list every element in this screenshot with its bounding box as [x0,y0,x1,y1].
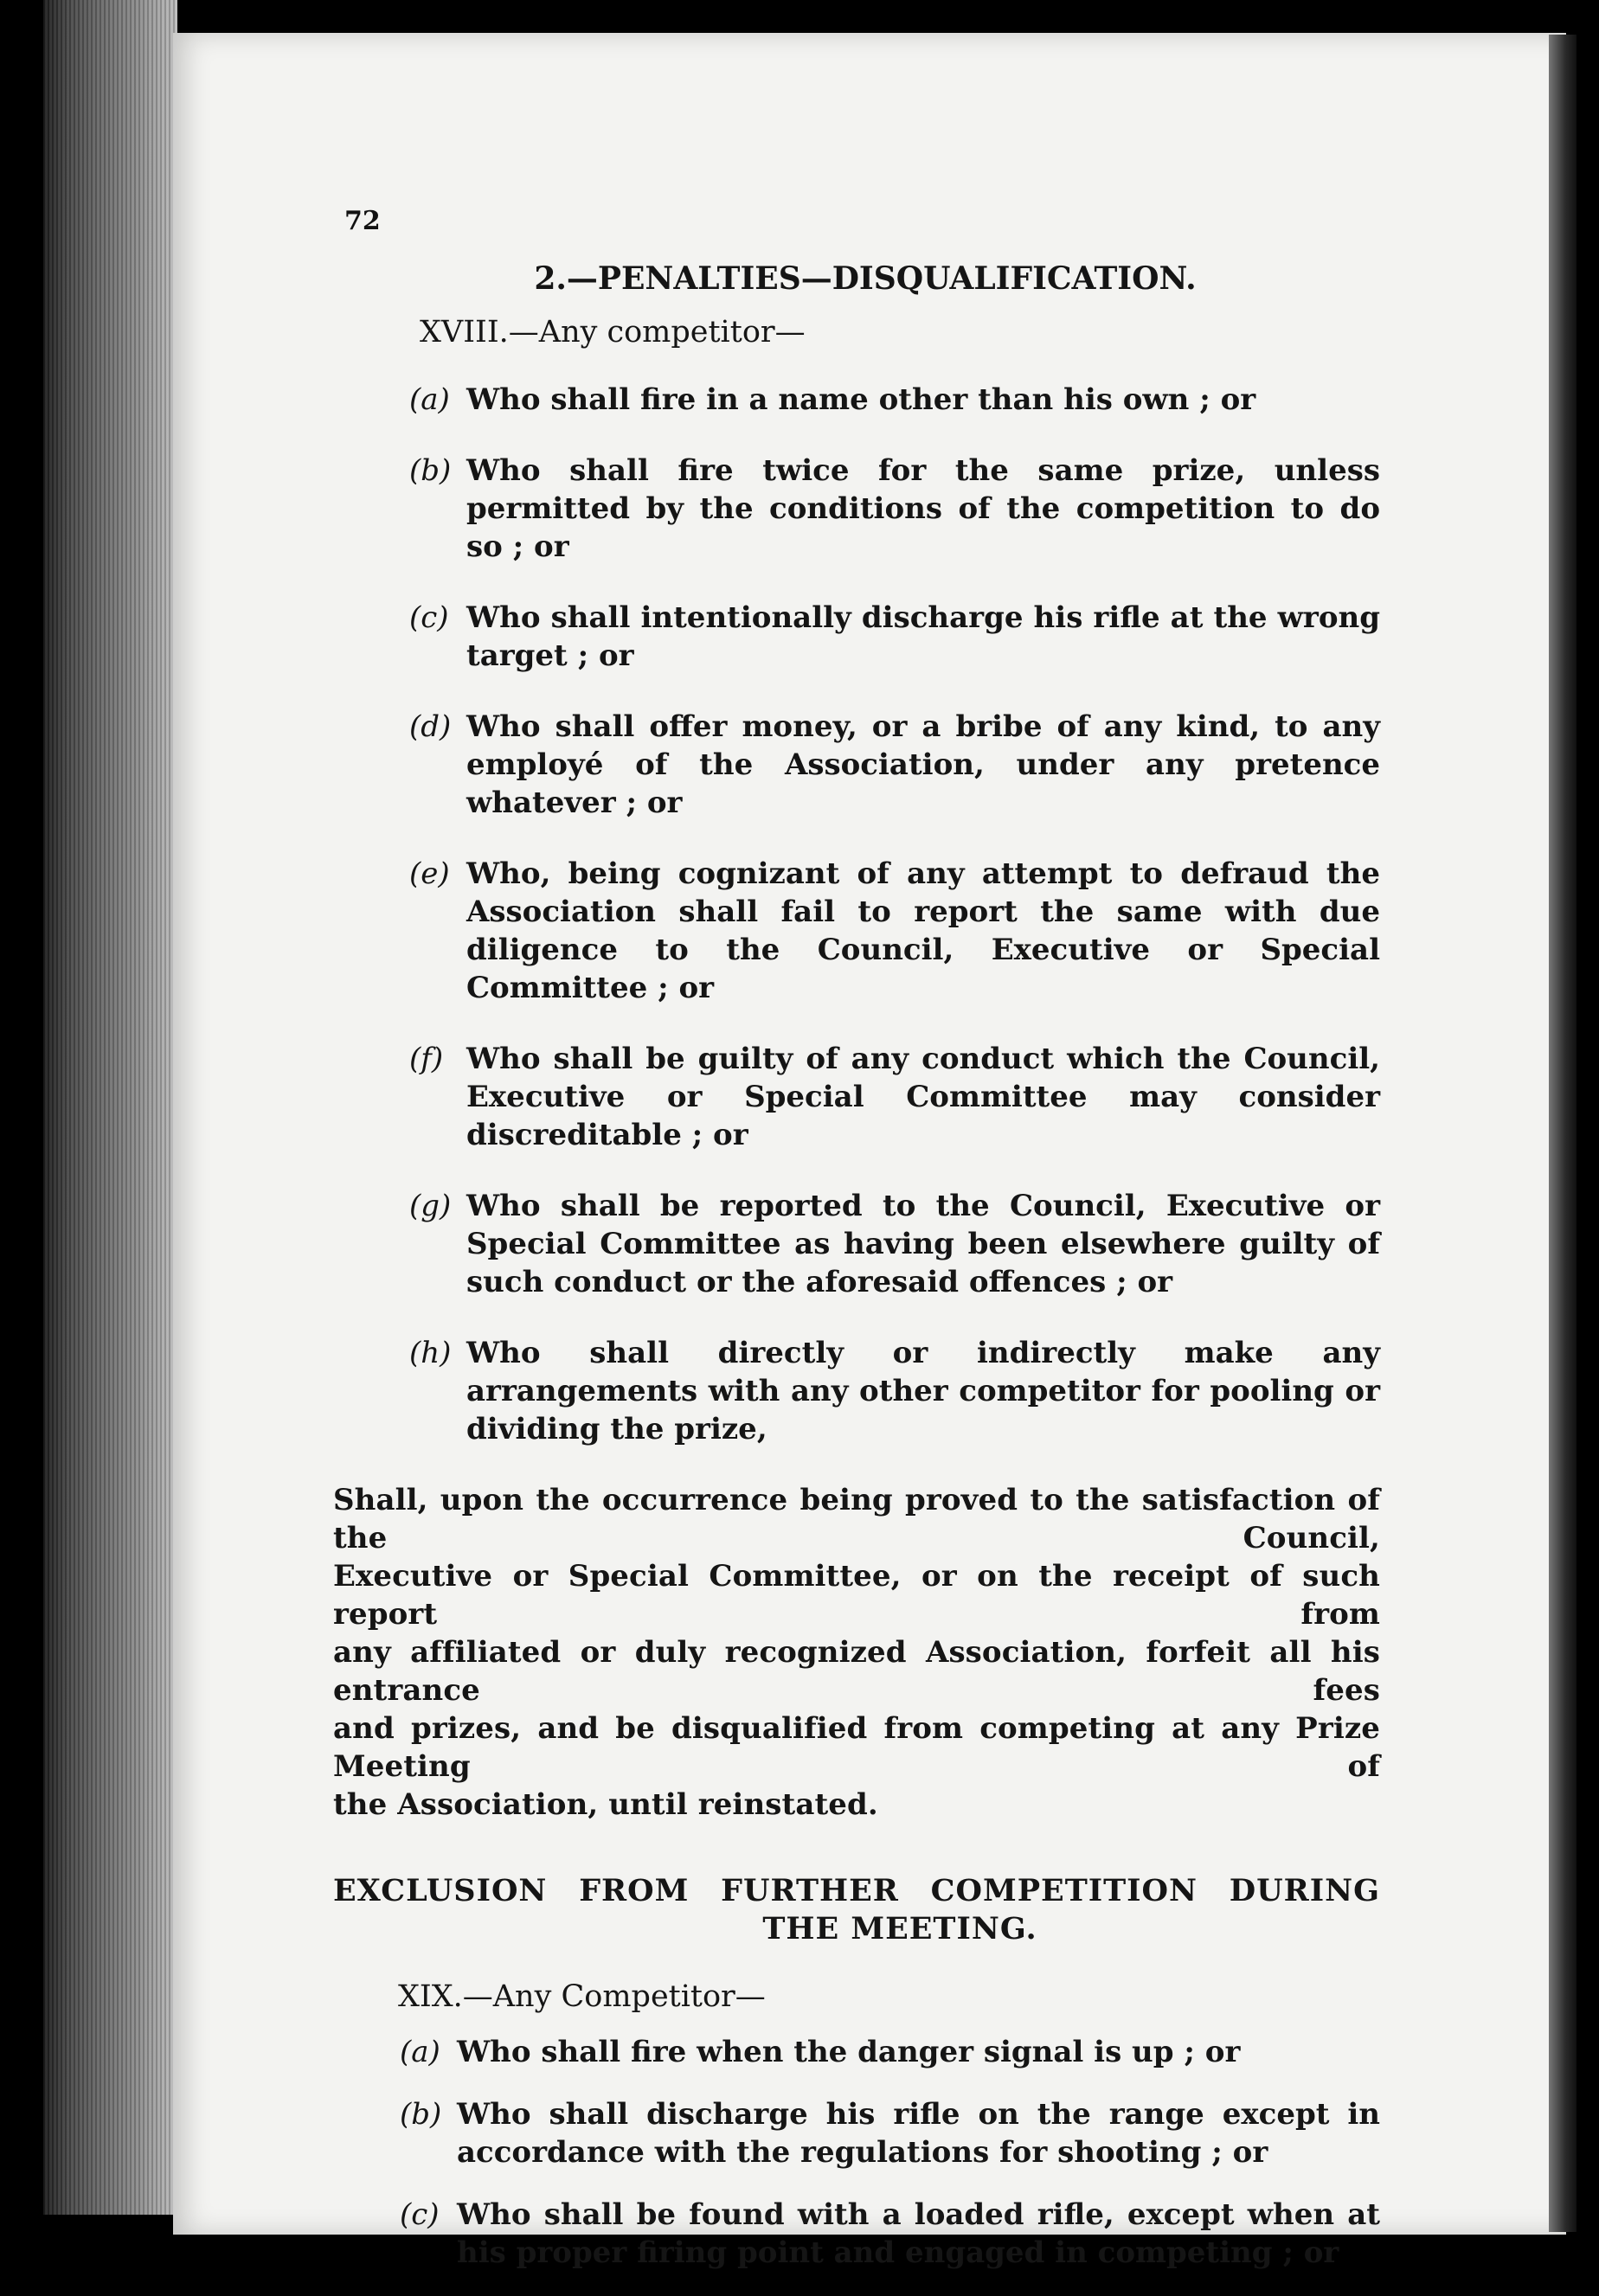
item-mark: (f) [409,1042,444,1076]
item-mark: (b) [400,2097,442,2132]
item-text: Who shall be found with a loaded rifle, except when at his proper firing point and engaged in competing ; or [457,2197,1380,2270]
rule-19-items [333,2033,1380,2272]
book-page-edge [43,0,177,2215]
rule-19-intro: XIX.—Any Competitor— [398,1979,766,2014]
item-mark: (b) [409,453,452,488]
book-spine [1549,35,1577,2232]
rule-item [409,1040,1380,1154]
item-mark: (e) [409,856,450,891]
rule-item [409,855,1380,1007]
rule-item [409,599,1380,675]
item-mark: (g) [409,1189,452,1223]
item-text: Who shall fire in a name other than his own ; or [466,382,1256,417]
penalty-conclusion [333,1481,1380,1824]
rule-item [400,2196,1380,2272]
item-mark: (c) [409,600,449,635]
rule-item [409,708,1380,822]
rule-18-items [333,381,1380,1448]
item-mark: (a) [409,382,450,417]
rule-item [400,2033,1380,2071]
exclusion-heading-line-2: THE MEETING. [762,1911,1037,1946]
rule-item [400,2095,1380,2171]
item-text: Who shall fire twice for the same prize, unless permitted by the conditions of the competition to do so ; or [466,453,1380,564]
item-text: Who, being cognizant of any attempt to defraud the Association shall fail to report the same with due diligence to the Council, Executive or Special Committee ; or [466,856,1380,1005]
conclusion-line: the Association, until reinstated. [333,1787,878,1822]
item-text: Who shall be reported to the Council, Executive or Special Committee as having been elsewhere guilty of such conduct or the aforesaid offences ; or [466,1189,1380,1299]
page-content [333,260,1380,2296]
exclusion-heading-line-1: EXCLUSION FROM FURTHER COMPETITION DURING [333,1873,1380,1908]
conclusion-line: and prizes, and be disqualified from competing at any Prize Meeting of [333,1711,1380,1784]
item-mark: (c) [400,2197,440,2232]
item-mark: (d) [409,709,452,744]
conclusion-line: Shall, upon the occurrence being proved to the satisfaction of the Council, [333,1483,1380,1555]
item-text: Who shall offer money, or a bribe of any kind, to any employé of the Association, under any pretence whatever ; or [466,709,1380,820]
item-text: Who shall discharge his rifle on the range except in accordance with the regulations for shooting ; or [457,2097,1380,2170]
rule-item [409,1334,1380,1448]
rule-item [409,452,1380,566]
item-text: Who shall be guilty of any conduct which the Council, Executive or Special Committee may consider discreditable ; or [466,1042,1380,1152]
rule-item [409,1187,1380,1301]
rule-item [409,381,1380,419]
item-mark: (h) [409,1336,452,1370]
rule-18-intro: XVIII.—Any competitor— [420,315,806,350]
conclusion-line: Executive or Special Committee, or on the receipt of such report from [333,1559,1380,1632]
item-text: Who shall intentionally discharge his rifle at the wrong target ; or [466,600,1380,673]
item-mark: (a) [400,2035,440,2069]
item-text: Who shall directly or indirectly make any arrangements with any other competitor for pooling or dividing the prize, [466,1336,1380,1446]
page-number: 72 [344,206,381,236]
conclusion-line: any affiliated or duly recognized Association, forfeit all his entrance fees [333,1635,1380,1708]
exclusion-heading [333,1872,1380,1948]
item-text: Who shall fire when the danger signal is up ; or [457,2035,1241,2069]
section-heading: 2.—PENALTIES—DISQUALIFICATION. [534,260,1197,297]
